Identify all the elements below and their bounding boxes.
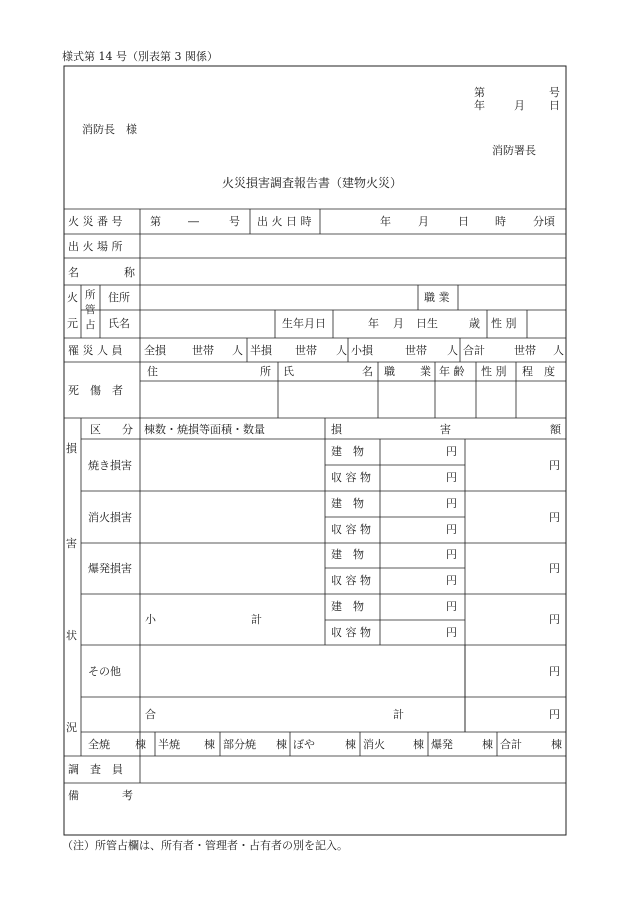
victims-small-loss: 小損 — [351, 344, 373, 357]
sex-label: 性 別 — [491, 317, 517, 330]
birth-day: 日生 — [416, 317, 438, 330]
address-label: 住所 — [108, 291, 130, 304]
other-label: その他 — [88, 665, 121, 678]
fire-month: 月 — [418, 215, 429, 228]
casualty-address-1: 住 — [147, 365, 158, 378]
burn-building: 建 物 — [331, 445, 364, 458]
fire-day: 日 — [458, 215, 469, 228]
victims-sum-household: 世帯 — [514, 344, 536, 357]
fire-minute: 分頃 — [533, 215, 555, 228]
addressee: 消防長 様 — [82, 123, 137, 136]
casualty-name-2: 名 — [362, 365, 373, 378]
count-bakuhatsu: 爆発 — [431, 738, 453, 751]
owner-label-3: 占 — [85, 319, 96, 331]
name-label-2: 称 — [124, 266, 135, 279]
remarks-label-2: 考 — [122, 789, 133, 802]
day-label: 日 — [549, 99, 560, 112]
casualty-name-1: 氏 — [283, 365, 294, 378]
amount-header-2: 害 — [440, 423, 451, 436]
victims-small-loss-household: 世帯 — [405, 344, 427, 357]
yen-7: 円 — [446, 600, 457, 613]
victims-total-loss: 全損 — [144, 344, 166, 357]
fire-hour: 時 — [495, 215, 506, 228]
count-hansho: 半焼 — [158, 738, 180, 751]
fire-number-dash: ― — [188, 215, 199, 228]
total-label-1: 合 — [145, 708, 156, 721]
count-bubunsho-unit: 棟 — [276, 738, 287, 751]
count-shoka-unit: 棟 — [413, 738, 424, 751]
casualty-address-2: 所 — [260, 365, 271, 378]
casualty-age: 年 齢 — [439, 365, 465, 378]
yen-3: 円 — [446, 497, 457, 510]
kubun-1: 区 — [90, 423, 101, 436]
count-shoka: 消火 — [363, 738, 385, 751]
damage-vertical-4: 況 — [66, 721, 77, 734]
age-unit: 歳 — [469, 317, 480, 330]
count-total: 合計 — [500, 738, 522, 751]
year-label: 年 — [474, 99, 485, 112]
victims-total-loss-person: 人 — [232, 344, 243, 357]
amount-header-3: 額 — [550, 423, 561, 436]
subtotal-label-1: 小 — [145, 613, 156, 626]
extinguish-contents: 収 容 物 — [331, 523, 371, 536]
explosion-damage-label: 爆発損害 — [88, 562, 132, 575]
casualty-sex: 性 別 — [481, 365, 507, 378]
victims-label: 罹 災 人 員 — [68, 344, 123, 357]
burn-damage-label: 焼き損害 — [88, 459, 132, 472]
origin-label-1: 火 — [67, 291, 78, 304]
count-hansho-unit: 棟 — [204, 738, 215, 751]
victims-half-loss-household: 世帯 — [295, 344, 317, 357]
burn-contents: 収 容 物 — [331, 471, 371, 484]
fire-year: 年 — [380, 215, 391, 228]
extinguish-damage-label: 消火損害 — [88, 511, 132, 524]
casualty-degree: 程 度 — [522, 365, 555, 378]
damage-vertical-1: 損 — [66, 442, 77, 455]
count-bakuhatsu-unit: 棟 — [482, 738, 493, 751]
quantity-header: 棟数・焼損等面積・数量 — [144, 423, 265, 436]
victims-sum: 合計 — [463, 344, 485, 357]
owner-label-1: 所 — [85, 289, 96, 301]
subtotal-label-2: 計 — [251, 613, 262, 626]
victims-sum-person: 人 — [553, 344, 564, 357]
count-bubunsho: 部分焼 — [223, 738, 256, 751]
victims-small-loss-person: 人 — [447, 344, 458, 357]
yen-total-grand: 円 — [549, 708, 560, 721]
fire-number-dai: 第 — [150, 215, 161, 228]
month-label: 月 — [514, 99, 525, 112]
remarks-label-1: 備 — [68, 789, 79, 802]
count-total-unit: 棟 — [551, 738, 562, 751]
subtotal-contents: 収 容 物 — [331, 626, 371, 639]
yen-total-subtotal: 円 — [549, 613, 560, 626]
damage-vertical-3: 状 — [66, 629, 77, 642]
casualty-occupation-2: 業 — [420, 365, 431, 378]
birth-label: 生年月日 — [282, 317, 326, 330]
yen-8: 円 — [446, 626, 457, 639]
yen-2: 円 — [446, 471, 457, 484]
investigator-label: 調 査 員 — [68, 763, 123, 776]
count-zensho: 全焼 — [88, 738, 110, 751]
extinguish-building: 建 物 — [331, 497, 364, 510]
fire-place-label: 出 火 場 所 — [68, 240, 123, 253]
yen-5: 円 — [446, 548, 457, 561]
page-title: 火災損害調査報告書（建物火災） — [222, 176, 403, 190]
fire-datetime-label: 出 火 日 時 — [257, 215, 312, 228]
person-name-label: 氏名 — [108, 317, 130, 330]
origin-label-2: 元 — [67, 317, 78, 330]
occupation-label: 職 業 — [424, 291, 450, 304]
count-boya-unit: 棟 — [345, 738, 356, 751]
birth-month: 月 — [393, 317, 404, 330]
victims-total-loss-household: 世帯 — [192, 344, 214, 357]
owner-label-2: 管 — [85, 304, 96, 316]
damage-vertical-2: 害 — [66, 537, 77, 550]
form-number: 様式第 14 号（別表第 3 関係） — [62, 50, 218, 63]
yen-total-other: 円 — [549, 665, 560, 678]
yen-4: 円 — [446, 523, 457, 536]
amount-header-1: 損 — [331, 423, 342, 436]
yen-6: 円 — [446, 574, 457, 587]
fire-number-label: 火 災 番 号 — [68, 215, 123, 228]
victims-half-loss-person: 人 — [336, 344, 347, 357]
casualties-label: 死 傷 者 — [68, 384, 123, 397]
explosion-contents: 収 容 物 — [331, 574, 371, 587]
yen-total-burn: 円 — [549, 459, 560, 472]
name-label-1: 名 — [68, 266, 79, 279]
yen-total-extinguish: 円 — [549, 511, 560, 524]
yen-total-explosion: 円 — [549, 562, 560, 575]
go-label: 号 — [549, 86, 560, 99]
yen-1: 円 — [446, 445, 457, 458]
explosion-building: 建 物 — [331, 548, 364, 561]
sender: 消防署長 — [492, 144, 536, 157]
dai-label: 第 — [474, 86, 485, 99]
kubun-2: 分 — [122, 423, 133, 436]
count-zensho-unit: 棟 — [135, 738, 146, 751]
subtotal-building: 建 物 — [331, 600, 364, 613]
total-label-2: 計 — [393, 708, 404, 721]
fire-number-go: 号 — [229, 215, 240, 228]
count-boya: ぼや — [293, 738, 315, 751]
victims-half-loss: 半損 — [250, 344, 272, 357]
footnote: （注）所管占欄は、所有者・管理者・占有者の別を記入。 — [62, 839, 348, 852]
casualty-occupation-1: 職 — [384, 365, 395, 378]
birth-year: 年 — [368, 317, 379, 330]
